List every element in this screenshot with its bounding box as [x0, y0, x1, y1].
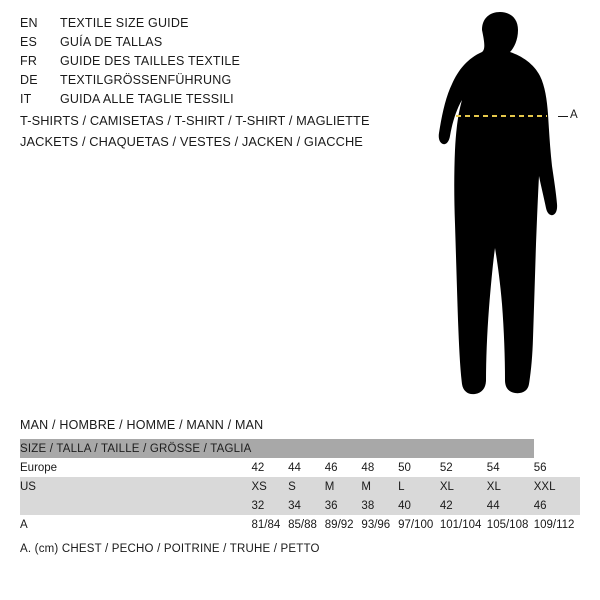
table-cell: XXL: [534, 477, 580, 496]
table-header-cell: [487, 439, 534, 458]
language-row: [20, 33, 380, 52]
table-cell: 105/108: [487, 515, 534, 534]
language-code: DE: [20, 73, 38, 87]
table-cell: 42: [440, 496, 487, 515]
table-cell: 101/104: [440, 515, 487, 534]
table-cell: 97/100: [398, 515, 440, 534]
language-text: GUIDA ALLE TAGLIE TESSILI: [60, 92, 234, 106]
table-cell: M: [361, 477, 398, 496]
language-code: EN: [20, 16, 38, 30]
table-cell: 34: [288, 496, 325, 515]
language-list: [20, 14, 380, 109]
table-header-cell: [398, 439, 440, 458]
size-table-section: [20, 418, 580, 555]
table-cell: 46: [534, 496, 580, 515]
table-row: [20, 515, 580, 534]
table-cell: XL: [440, 477, 487, 496]
row-label: Europe: [20, 458, 252, 477]
table-cell: 56: [534, 458, 580, 477]
male-figure-illustration: [410, 8, 600, 408]
table-cell: 44: [487, 496, 534, 515]
table-header-cell: [440, 439, 487, 458]
table-cell: XL: [487, 477, 534, 496]
table-cell: XS: [252, 477, 289, 496]
category-tshirts: T-SHIRTS / CAMISETAS / T-SHIRT / T-SHIRT / MAGLIETTE: [20, 113, 370, 128]
category-jackets: JACKETS / CHAQUETAS / VESTES / JACKEN / GIACCHE: [20, 134, 363, 149]
row-label: [20, 496, 252, 515]
language-row: [20, 14, 380, 33]
table-cell: 40: [398, 496, 440, 515]
table-cell: 48: [361, 458, 398, 477]
language-code: FR: [20, 54, 38, 68]
silhouette-icon: [410, 8, 600, 408]
table-cell: L: [398, 477, 440, 496]
row-label: A: [20, 515, 252, 534]
table-footnote: A. (cm) CHEST / PECHO / POITRINE / TRUHE / PETTO: [20, 543, 320, 555]
table-cell: 89/92: [325, 515, 362, 534]
measure-label-a: A: [570, 109, 578, 121]
language-row: [20, 90, 380, 109]
language-text: TEXTILGRÖSSENFÜHRUNG: [60, 73, 232, 87]
table-cell: 109/112: [534, 515, 580, 534]
language-text: GUÍA DE TALLAS: [60, 35, 163, 49]
table-row: [20, 458, 580, 477]
table-cell: 38: [361, 496, 398, 515]
table-title: MAN / HOMBRE / HOMME / MANN / MAN: [20, 418, 264, 432]
table-cell: M: [325, 477, 362, 496]
table-cell: 44: [288, 458, 325, 477]
language-row: [20, 52, 380, 71]
language-text: TEXTILE SIZE GUIDE: [60, 16, 189, 30]
table-header-cell: [325, 439, 362, 458]
table-header-cell: [288, 439, 325, 458]
table-header-cell: [361, 439, 398, 458]
language-row: [20, 71, 380, 90]
row-label: US: [20, 477, 252, 496]
language-text: GUIDE DES TAILLES TEXTILE: [60, 54, 241, 68]
table-header-cell: SIZE / TALLA / TAILLE / GRÖSSE / TAGLIA: [20, 439, 252, 458]
table-header-row: [20, 439, 580, 458]
table-cell: 42: [252, 458, 289, 477]
table-cell: 46: [325, 458, 362, 477]
table-cell: 81/84: [252, 515, 289, 534]
table-row: [20, 496, 580, 515]
table-cell: 93/96: [361, 515, 398, 534]
table-row: [20, 477, 580, 496]
size-table: [20, 439, 580, 534]
category-list: [20, 110, 420, 152]
table-cell: 85/88: [288, 515, 325, 534]
language-code: ES: [20, 35, 38, 49]
table-cell: 36: [325, 496, 362, 515]
table-header-cell: [252, 439, 289, 458]
measure-leader-line: [558, 116, 568, 117]
language-code: IT: [20, 92, 32, 106]
table-cell: 52: [440, 458, 487, 477]
table-cell: S: [288, 477, 325, 496]
table-cell: 32: [252, 496, 289, 515]
table-cell: 54: [487, 458, 534, 477]
table-cell: 50: [398, 458, 440, 477]
